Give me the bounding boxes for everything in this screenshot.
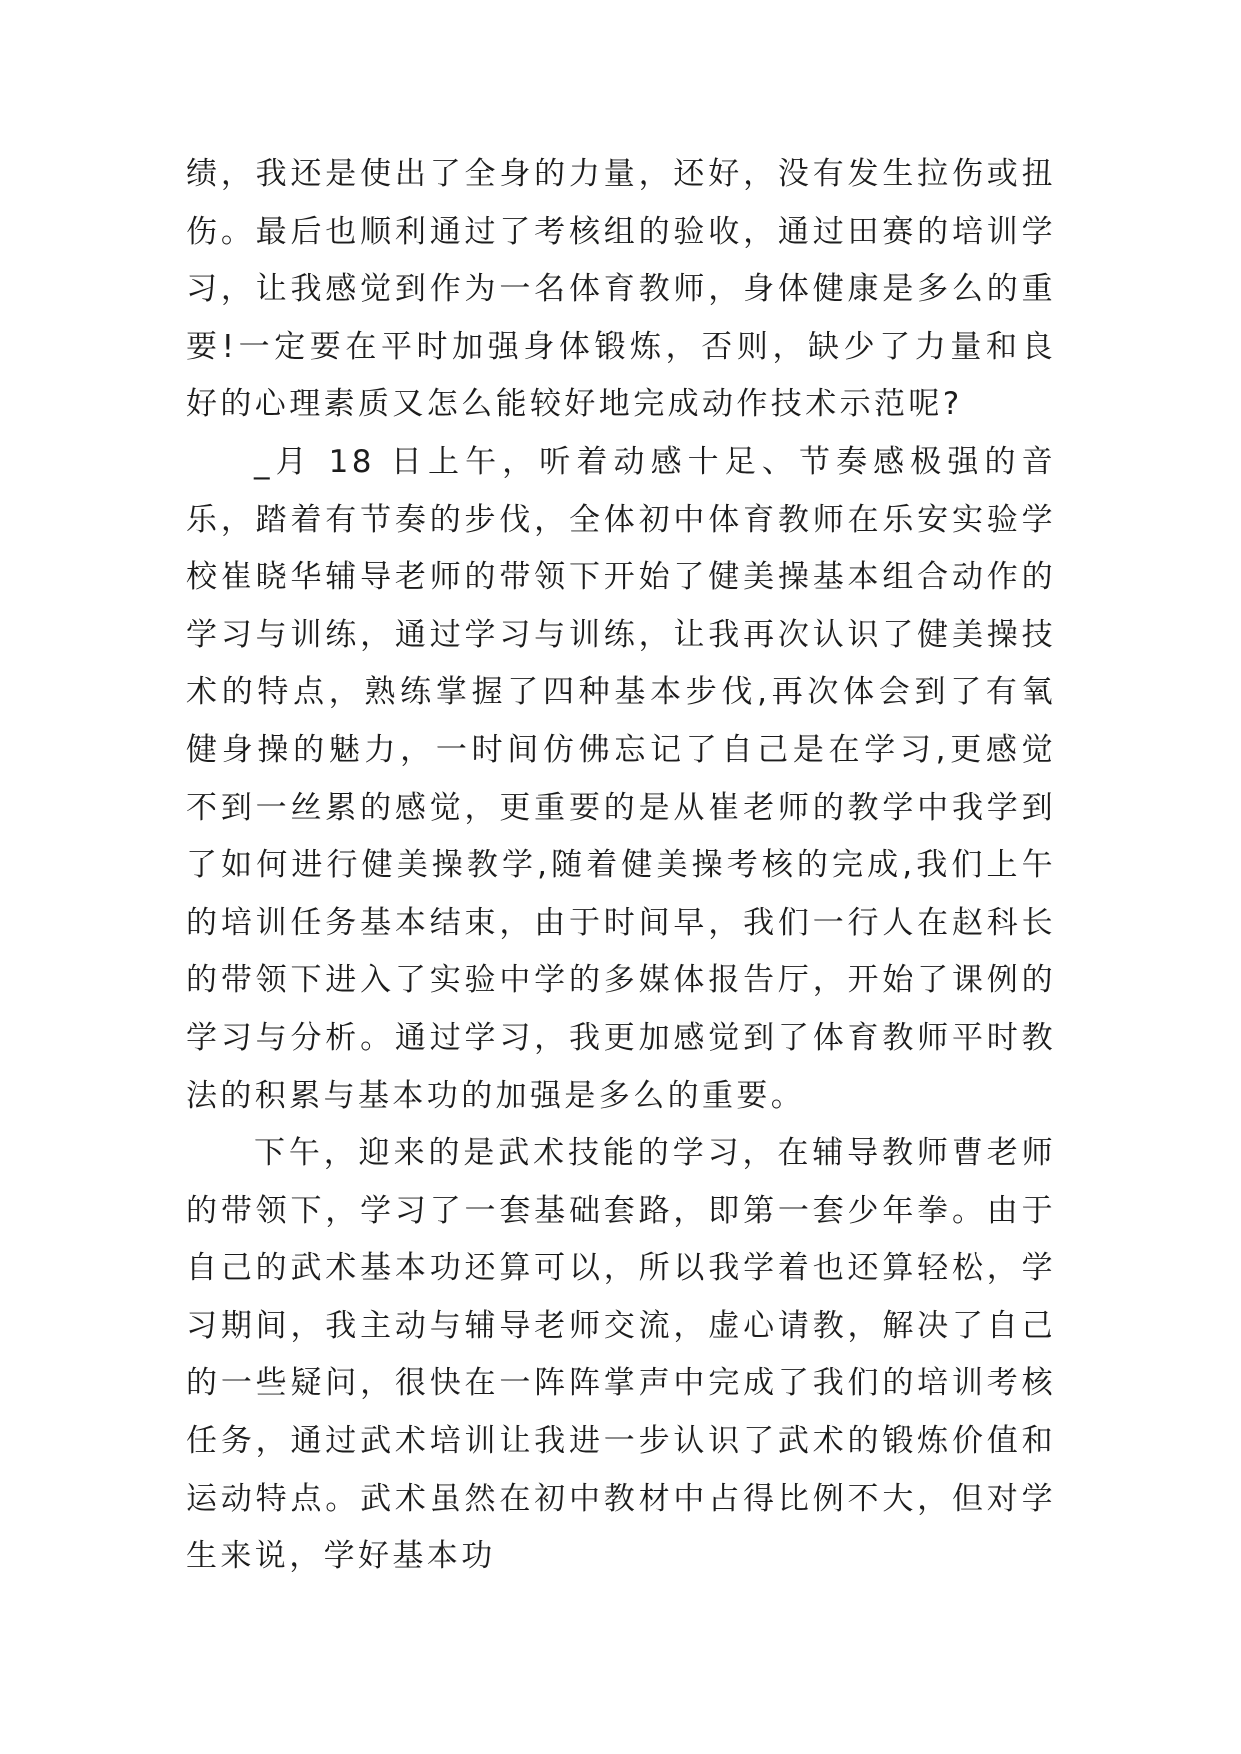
document-body (186, 146, 1056, 1586)
paragraph-1: 绩，我还是使出了全身的力量，还好，没有发生拉伤或扭伤。最后也顺利通过了考核组的验收，通过田赛的培训学习，让我感觉到作为一名体育教师，身体健康是多么的重要!一定要在平时加强身体锻炼，否则，缺少了力量和良好的心理素质又怎么能较好地完成动作技术示范呢? (186, 156, 1056, 423)
paragraph-3: 下午，迎来的是武术技能的学习，在辅导教师曹老师的带领下，学习了一套基础套路，即第一套少年拳。由于自己的武术基本功还算可以，所以我学着也还算轻松，学习期间，我主动与辅导老师交流，虚心请教，解决了自己的一些疑问，很快在一阵阵掌声中完成了我们的培训考核任务，通过武术培训让我进一步认识了武术的锻炼价值和运动特点。武术虽然在初中教材中占得比例不大，但对学生来说，学好基本功 (186, 1135, 1056, 1575)
paragraph-2: _月 18 日上午，听着动感十足、节奏感极强的音乐，踏着有节奏的步伐，全体初中体育教师在乐安实验学校崔晓华辅导老师的带领下开始了健美操基本组合动作的学习与训练，通过学习与训练，让我再次认识了健美操技术的特点，熟练掌握了四种基本步伐,再次体会到了有氧健身操的魅力，一时间仿佛忘记了自己是在学习,更感觉不到一丝累的感觉，更重要的是从崔老师的教学中我学到了如何进行健美操教学,随着健美操考核的完成,我们上午的培训任务基本结束，由于时间早，我们一行人在赵科长的带领下进入了实验中学的多媒体报告厅，开始了课例的学习与分析。通过学习，我更加感觉到了体育教师平时教法的积累与基本功的加强是多么的重要。 (186, 443, 1056, 1114)
